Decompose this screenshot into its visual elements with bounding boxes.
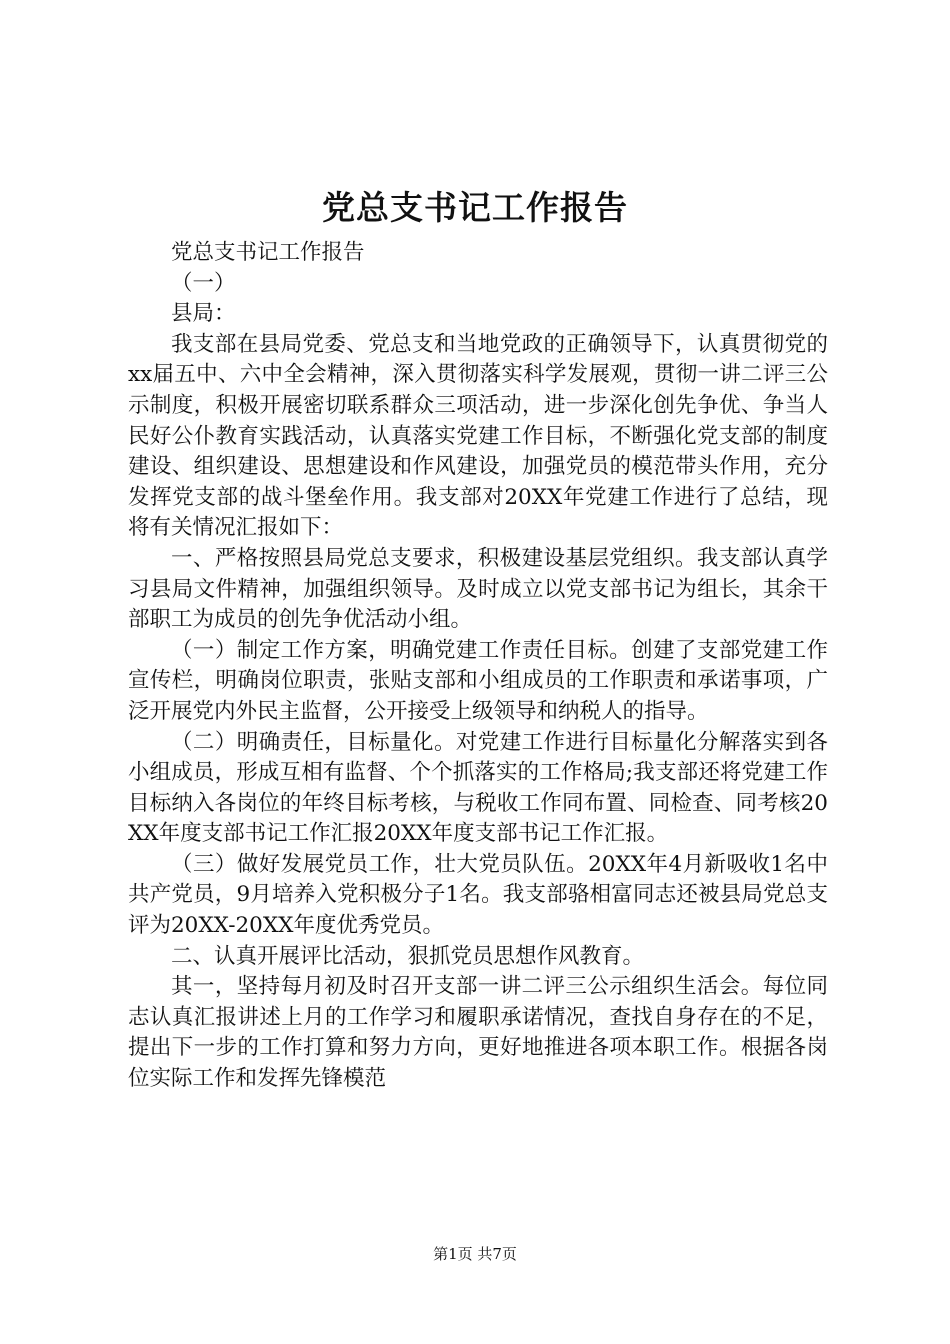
paragraph-subpoint-one: （一）制定工作方案，明确党建工作责任目标。创建了支部党建工作宣传栏，明确岗位职责，张贴支部和小组成员的工作职责和承诺事项，广泛开展党内外民主监督，公开接受上级领导和纳税人的指导。 (128, 637, 828, 724)
paragraph-subtitle: 党总支书记工作报告 (171, 240, 365, 265)
paragraph-point-one: 一、严格按照县局党总支要求，积极建设基层党组织。我支部认真学习县局文件精神，加强组织领导。及时成立以党支部书记为组长，其余干部职工为成员的创先争优活动小组。 (128, 545, 828, 633)
paragraph-intro: 我支部在县局党委、党总支和当地党政的正确领导下，认真贯彻党的xx届五中、六中全会精神，深入贯彻落实科学发展观，贯彻一讲二评三公示制度，积极开展密切联系群众三项活动，进一步深化创先争优、争当人民好公仆教育实践活动，认真落实党建工作目标，不断强化党支部的制度建设、组织建设、思想建设和作风建设，加强党员的模范带头作用，充分发挥党支部的战斗堡垒作用。我支部对20XX年党建工作进行了总结，现将有关情况汇报如下： (128, 331, 828, 541)
document-title: 党总支书记工作报告 (322, 188, 628, 227)
paragraph-addressee: 县局： (171, 301, 236, 327)
document-body (128, 238, 828, 1095)
paragraph-point-two: 二、认真开展评比活动，狠抓党员思想作风教育。 (171, 943, 645, 969)
page-footer: 第1页 共7页 (433, 1245, 517, 1263)
paragraph-first-item: 其一，坚持每月初及时召开支部一讲二评三公示组织生活会。每位同志认真汇报讲述上月的工作学习和履职承诺情况，查找自身存在的不足，提出下一步的工作打算和努力方向，更好地推进各项本职工作。根据各岗位实际工作和发挥先锋模范 (128, 974, 828, 1092)
paragraph-subpoint-three: （三）做好发展党员工作，壮大党员队伍。20XX年4月新吸收1名中共产党员，9月培养入党积极分子1名。我支部骆相富同志还被县局党总支评为20XX-20XX年度优秀党员。 (128, 851, 828, 939)
paragraph-subpoint-two: （二）明确责任，目标量化。对党建工作进行目标量化分解落实到各小组成员，形成互相有监督、个个抓落实的工作格局;我支部还将党建工作目标纳入各岗位的年终目标考核，与税收工作同布置、同检查、同考核20XX年度支部书记工作汇报20XX年度支部书记工作汇报。 (128, 729, 828, 847)
paragraph-section-number: （一） (171, 270, 236, 296)
